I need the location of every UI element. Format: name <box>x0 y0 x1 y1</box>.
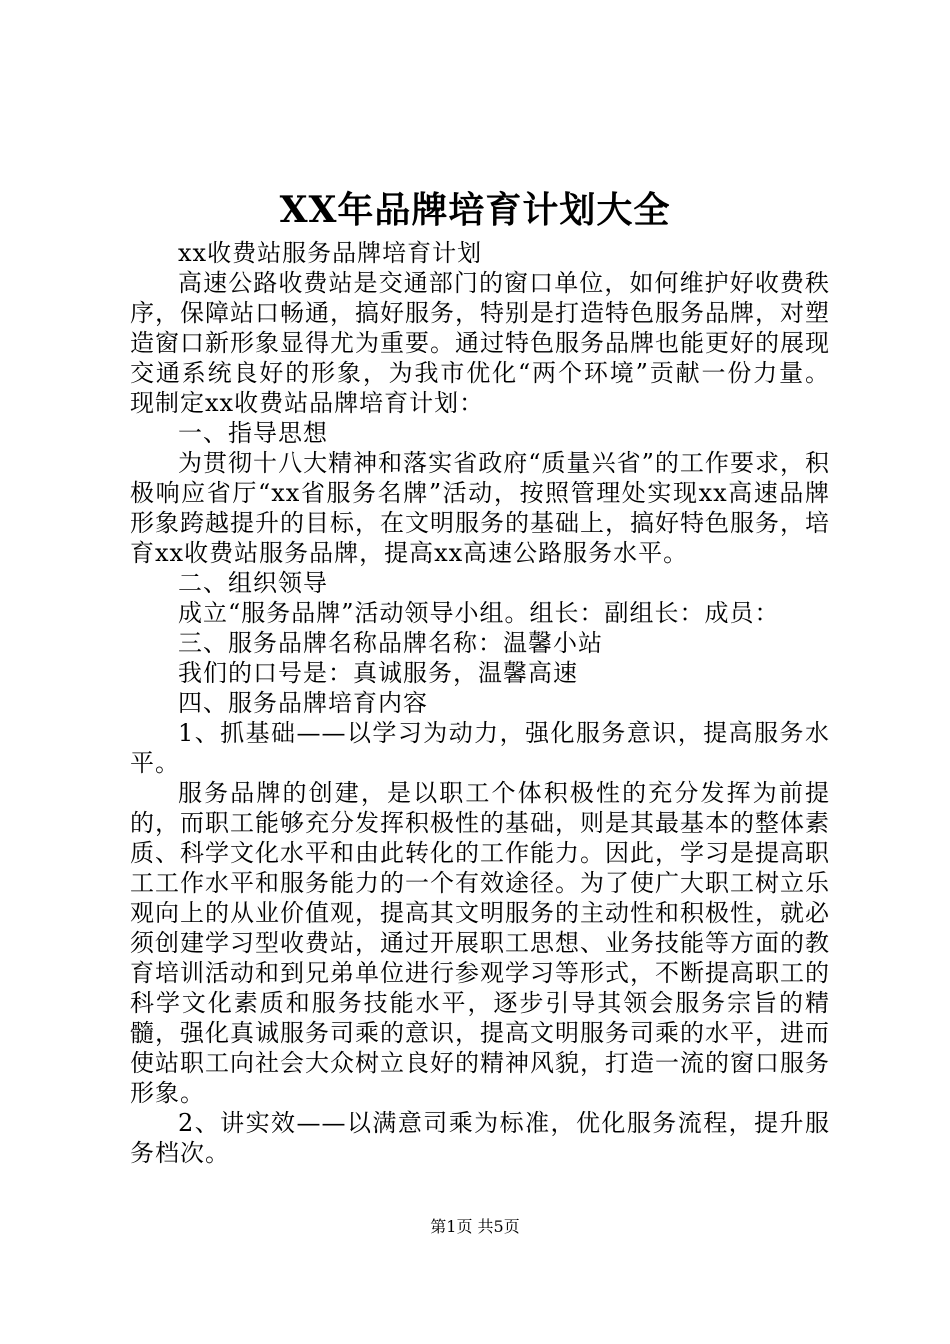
document-title: XX年品牌培育计划大全 <box>279 189 671 231</box>
section-heading-brand-content: 四、服务品牌培育内容 <box>178 689 428 717</box>
section-heading-guiding-ideology: 一、指导思想 <box>178 419 328 447</box>
document-body <box>130 238 830 1168</box>
paragraph-item-1-detail: 服务品牌的创建，是以职工个体积极性的充分发挥为前提的，而职工能够充分发挥积极性的基础，则是其最基本的整体素质、科学文化水平和由此转化的工作能力。因此，学习是提高职工工作水平和服务能力的一个有效途径。为了使广大职工树立乐观向上的从业价值观，提高其文明服务的主动性和积极性，就必须创建学习型收费站，通过开展职工思想、业务技能等方面的教育培训活动和到兄弟单位进行参观学习等形式，不断提高职工的科学文化素质和服务技能水平，逐步引导其领会服务宗旨的精髓，强化真诚服务司乘的意识，提高文明服务司乘的水平，进而使站职工向社会大众树立良好的精神风貌，打造一流的窗口服务形象。 <box>130 779 830 1107</box>
paragraph-guiding-ideology: 为贯彻十八大精神和落实省政府“质量兴省”的工作要求，积极响应省厅“xx省服务名牌”活动，按照管理处实现xx高速品牌形象跨越提升的目标，在文明服务的基础上，搞好特色服务，培育xx收费站服务品牌，提高xx高速公路服务水平。 <box>130 449 830 567</box>
paragraph-slogan: 我们的口号是：真诚服务，温馨高速 <box>178 659 578 687</box>
paragraph-subtitle: xx收费站服务品牌培育计划 <box>178 239 483 267</box>
section-heading-brand-name: 三、服务品牌名称品牌名称：温馨小站 <box>178 629 603 657</box>
paragraph-intro: 高速公路收费站是交通部门的窗口单位，如何维护好收费秩序，保障站口畅通，搞好服务，特别是打造特色服务品牌，对塑造窗口新形象显得尤为重要。通过特色服务品牌也能更好的展现交通系统良好的形象，为我市优化“两个环境”贡献一份力量。现制定xx收费站品牌培育计划： <box>130 269 830 417</box>
paragraph-item-1: 1、抓基础——以学习为动力，强化服务意识，提高服务水平。 <box>130 719 830 777</box>
paragraph-organization: 成立“服务品牌”活动领导小组。组长：副组长：成员： <box>178 599 780 627</box>
paragraph-item-2: 2、讲实效——以满意司乘为标准，优化服务流程，提升服务档次。 <box>130 1109 830 1167</box>
page-footer: 第1页 共5页 <box>430 1217 520 1236</box>
section-heading-organization: 二、组织领导 <box>178 569 328 597</box>
